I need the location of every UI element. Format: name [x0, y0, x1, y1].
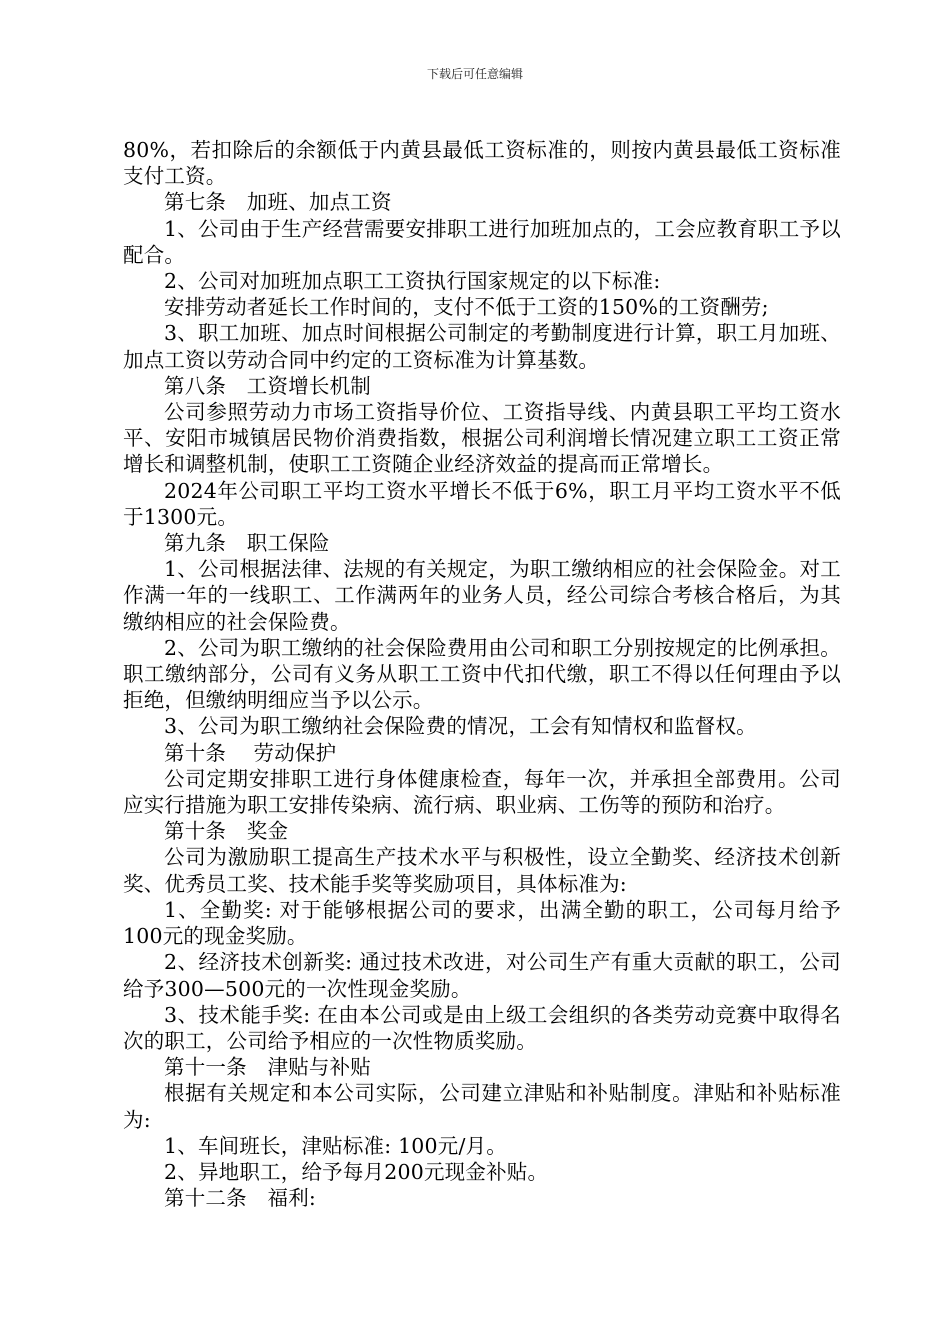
paragraph: 根据有关规定和本公司实际，公司建立津贴和补贴制度。津贴和补贴标准为:	[123, 1081, 841, 1132]
paragraph: 公司参照劳动力市场工资指导价位、工资指导线、内黄县职工平均工资水平、安阳市城镇居民物价消费指数，根据公司利润增长情况建立职工工资正常增长和调整机制，使职工工资随企业经济效益的提高而正常增长。	[123, 400, 841, 477]
paragraph: 80%，若扣除后的余额低于内黄县最低工资标准的，则按内黄县最低工资标准支付工资。	[123, 138, 841, 189]
section-heading: 第十二条 福利:	[164, 1186, 317, 1211]
paragraph: 2、公司为职工缴纳的社会保险费用由公司和职工分别按规定的比例承担。职工缴纳部分，公司有义务从职工工资中代扣代缴，职工不得以任何理由予以拒绝，但缴纳明细应当予以公示。	[123, 635, 841, 713]
paragraph: 1、公司由于生产经营需要安排职工进行加班加点的，工会应教育职工予以配合。	[123, 216, 841, 267]
paragraph: 安排劳动者延长工作时间的，支付不低于工资的150%的工资酬劳;	[164, 295, 769, 320]
page-header-note: 下载后可任意编辑	[426, 67, 523, 81]
paragraph: 3、技术能手奖: 在由本公司或是由上级工会组织的各类劳动竞赛中取得名次的职工，公司给予相应的一次性物质奖励。	[123, 1002, 841, 1053]
paragraph: 1、全勤奖: 对于能够根据公司的要求，出满全勤的职工，公司每月给予100元的现金奖励。	[123, 897, 841, 949]
section-heading: 第八条 工资增长机制	[164, 373, 371, 398]
paragraph: 1、公司根据法律、法规的有关规定，为职工缴纳相应的社会保险金。对工作满一年的一线职工、工作满两年的业务人员，经公司综合考核合格后，为其缴纳相应的社会保险费。	[123, 557, 841, 634]
section-heading: 第九条 职工保险	[164, 531, 330, 556]
section-heading: 第七条 加班、加点工资	[164, 190, 392, 215]
paragraph: 2、经济技术创新奖: 通过技术改进，对公司生产有重大贡献的职工，公司给予300—500元的一次性现金奖励。	[123, 950, 841, 1001]
paragraph: 3、职工加班、加点时间根据公司制定的考勤制度进行计算，职工月加班、加点工资以劳动合同中约定的工资标准为计算基数。	[123, 321, 841, 372]
paragraph: 2、公司对加班加点职工工资执行国家规定的以下标准:	[164, 269, 661, 294]
document-body	[123, 137, 841, 1211]
paragraph: 1、车间班长，津贴标准: 100元/月。	[164, 1133, 507, 1158]
paragraph: 3、公司为职工缴纳社会保险费的情况，工会有知情权和监督权。	[164, 714, 757, 739]
section-heading: 第十一条 津贴与补贴	[164, 1055, 371, 1080]
section-heading: 第十条 劳动保护	[164, 740, 337, 765]
paragraph: 2、异地职工，给予每月200元现金补贴。	[164, 1159, 549, 1184]
section-heading: 第十条 奖金	[164, 819, 289, 844]
paragraph: 公司定期安排职工进行身体健康检查，每年一次，并承担全部费用。公司应实行措施为职工安排传染病、流行病、职业病、工伤等的预防和治疗。	[123, 766, 841, 818]
paragraph: 2024年公司职工平均工资水平增长不低于6%，职工月平均工资水平不低于1300元。	[123, 478, 841, 529]
paragraph: 公司为激励职工提高生产技术水平与积极性，设立全勤奖、经济技术创新奖、优秀员工奖、技术能手奖等奖励项目，具体标准为:	[123, 845, 841, 896]
